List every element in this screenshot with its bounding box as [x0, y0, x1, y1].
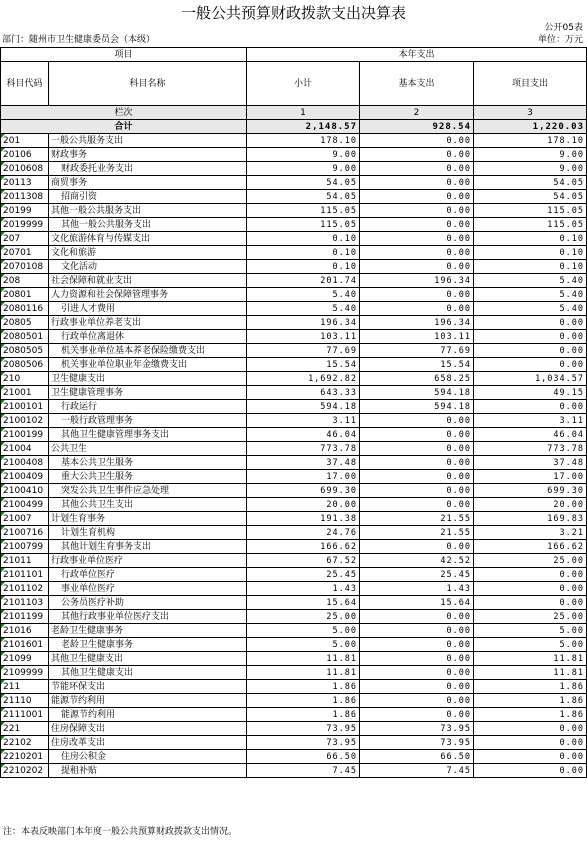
table-row — [1, 260, 587, 274]
row-subtotal: 24.76 — [247, 526, 360, 540]
header-project: 项目支出 — [474, 62, 587, 106]
row-basic: 0.00 — [360, 442, 474, 456]
row-name: 住房保障支出 — [49, 722, 247, 736]
row-code: 210 — [1, 372, 49, 386]
row-project: 0.00 — [474, 400, 587, 414]
row-code: 22102 — [1, 736, 49, 750]
row-project: 115.05 — [474, 204, 587, 218]
row-basic: 0.00 — [360, 638, 474, 652]
row-subtotal: 9.00 — [247, 148, 360, 162]
row-subtotal: 37.48 — [247, 456, 360, 470]
row-subtotal: 166.62 — [247, 540, 360, 554]
form-number: 公开05表 — [544, 23, 583, 33]
row-name: 提租补贴 — [49, 764, 247, 778]
table-row — [1, 232, 587, 246]
row-basic: 73.95 — [360, 736, 474, 750]
row-basic: 0.00 — [360, 260, 474, 274]
row-name: 能源节约利用 — [49, 708, 247, 722]
table-row — [1, 358, 587, 372]
row-project: 699.30 — [474, 484, 587, 498]
row-subtotal: 73.95 — [247, 736, 360, 750]
row-project: 11.81 — [474, 652, 587, 666]
row-name: 文化旅游体育与传媒支出 — [49, 232, 247, 246]
row-basic: 196.34 — [360, 316, 474, 330]
row-subtotal: 77.69 — [247, 344, 360, 358]
row-basic: 0.00 — [360, 484, 474, 498]
row-code: 2100799 — [1, 540, 49, 554]
row-basic: 594.18 — [360, 386, 474, 400]
row-code: 2080501 — [1, 330, 49, 344]
department-label: 部门：随州市卫生健康委员会（本级） — [2, 35, 156, 45]
row-code: 21004 — [1, 442, 49, 456]
row-project: 0.00 — [474, 736, 587, 750]
row-project: 0.00 — [474, 358, 587, 372]
row-name: 其他卫生健康支出 — [49, 652, 247, 666]
row-subtotal: 201.74 — [247, 274, 360, 288]
row-subtotal: 115.05 — [247, 204, 360, 218]
row-name: 商贸事务 — [49, 176, 247, 190]
row-project: 37.48 — [474, 456, 587, 470]
row-basic: 0.00 — [360, 302, 474, 316]
row-project: 115.05 — [474, 218, 587, 232]
row-name: 事业单位医疗 — [49, 582, 247, 596]
row-subtotal: 0.10 — [247, 260, 360, 274]
row-subtotal: 67.52 — [247, 554, 360, 568]
row-name: 其他计划生育事务支出 — [49, 540, 247, 554]
row-subtotal: 0.10 — [247, 246, 360, 260]
row-project: 20.00 — [474, 498, 587, 512]
total-basic: 928.54 — [360, 120, 474, 134]
row-subtotal: 11.81 — [247, 652, 360, 666]
row-basic: 0.00 — [360, 148, 474, 162]
row-name: 卫生健康支出 — [49, 372, 247, 386]
row-basic: 0.00 — [360, 624, 474, 638]
row-basic: 0.00 — [360, 190, 474, 204]
row-code: 2080505 — [1, 344, 49, 358]
row-basic: 0.00 — [360, 694, 474, 708]
row-subtotal: 773.78 — [247, 442, 360, 456]
row-project: 1.86 — [474, 708, 587, 722]
header-year-expense: 本年支出 — [247, 48, 587, 62]
row-name: 突发公共卫生事件应急处理 — [49, 484, 247, 498]
row-basic: 0.00 — [360, 666, 474, 680]
row-subtotal: 1.43 — [247, 582, 360, 596]
table-row — [1, 582, 587, 596]
table-row — [1, 148, 587, 162]
row-code: 20113 — [1, 176, 49, 190]
row-name: 计划生育机构 — [49, 526, 247, 540]
row-project: 3.21 — [474, 526, 587, 540]
row-code: 2010608 — [1, 162, 49, 176]
table-row — [1, 540, 587, 554]
row-project: 0.00 — [474, 596, 587, 610]
row-basic: 0.00 — [360, 652, 474, 666]
footnote: 注：本表反映部门本年度一般公共预算财政拨款支出情况。 — [3, 827, 238, 837]
row-project: 0.00 — [474, 316, 587, 330]
expenditure-table — [0, 47, 587, 778]
row-subtotal: 17.00 — [247, 470, 360, 484]
row-code: 2100102 — [1, 414, 49, 428]
row-basic: 15.54 — [360, 358, 474, 372]
row-basic: 0.00 — [360, 246, 474, 260]
row-basic: 0.00 — [360, 540, 474, 554]
table-row — [1, 554, 587, 568]
row-project: 1.86 — [474, 680, 587, 694]
row-basic: 21.55 — [360, 526, 474, 540]
table-row — [1, 246, 587, 260]
row-name: 一般行政管理事务 — [49, 414, 247, 428]
row-name: 住房公积金 — [49, 750, 247, 764]
table-row — [1, 344, 587, 358]
table-row — [1, 134, 587, 148]
row-basic: 0.00 — [360, 428, 474, 442]
row-index-label: 栏次 — [1, 106, 247, 120]
row-code: 20199 — [1, 204, 49, 218]
row-code: 2101102 — [1, 582, 49, 596]
row-code: 21099 — [1, 652, 49, 666]
row-subtotal: 1.86 — [247, 680, 360, 694]
row-name: 住房改革支出 — [49, 736, 247, 750]
row-code: 2080506 — [1, 358, 49, 372]
row-basic: 0.00 — [360, 470, 474, 484]
table-row — [1, 400, 587, 414]
table-row — [1, 610, 587, 624]
row-subtotal: 1.86 — [247, 694, 360, 708]
table-row — [1, 442, 587, 456]
row-subtotal: 103.11 — [247, 330, 360, 344]
row-basic: 25.45 — [360, 568, 474, 582]
row-basic: 196.34 — [360, 274, 474, 288]
row-code: 2100408 — [1, 456, 49, 470]
row-subtotal: 0.10 — [247, 232, 360, 246]
row-code: 21011 — [1, 554, 49, 568]
row-name: 财政事务 — [49, 148, 247, 162]
row-code: 2100199 — [1, 428, 49, 442]
table-row — [1, 470, 587, 484]
row-subtotal: 115.05 — [247, 218, 360, 232]
row-name: 引进人才费用 — [49, 302, 247, 316]
table-row — [1, 764, 587, 778]
row-name: 其他行政事业单位医疗支出 — [49, 610, 247, 624]
row-basic: 42.52 — [360, 554, 474, 568]
row-name: 人力资源和社会保障管理事务 — [49, 288, 247, 302]
row-code: 2111001 — [1, 708, 49, 722]
table-row — [1, 596, 587, 610]
row-name: 公务员医疗补助 — [49, 596, 247, 610]
row-basic: 0.00 — [360, 232, 474, 246]
row-project: 0.00 — [474, 764, 587, 778]
row-basic: 0.00 — [360, 610, 474, 624]
row-project: 3.11 — [474, 414, 587, 428]
row-code: 2100409 — [1, 470, 49, 484]
table-row — [1, 666, 587, 680]
row-subtotal: 1,692.82 — [247, 372, 360, 386]
row-name: 能源节约利用 — [49, 694, 247, 708]
table-row — [1, 750, 587, 764]
row-name: 老龄卫生健康事务 — [49, 624, 247, 638]
row-subtotal: 196.34 — [247, 316, 360, 330]
row-subtotal: 15.64 — [247, 596, 360, 610]
col-index-3: 3 — [474, 106, 587, 120]
table-row — [1, 428, 587, 442]
row-name: 其他卫生健康管理事务支出 — [49, 428, 247, 442]
table-row — [1, 274, 587, 288]
row-code: 207 — [1, 232, 49, 246]
row-code: 20106 — [1, 148, 49, 162]
row-subtotal: 20.00 — [247, 498, 360, 512]
row-subtotal: 643.33 — [247, 386, 360, 400]
row-project: 54.05 — [474, 176, 587, 190]
row-name: 招商引资 — [49, 190, 247, 204]
row-name: 其他一般公共服务支出 — [49, 218, 247, 232]
row-name: 老龄卫生健康事务 — [49, 638, 247, 652]
total-project: 1,220.03 — [474, 120, 587, 134]
row-subtotal: 73.95 — [247, 722, 360, 736]
row-code: 2011308 — [1, 190, 49, 204]
row-code: 21007 — [1, 512, 49, 526]
row-basic: 77.69 — [360, 344, 474, 358]
row-name: 社会保障和就业支出 — [49, 274, 247, 288]
row-subtotal: 5.40 — [247, 302, 360, 316]
row-subtotal: 11.81 — [247, 666, 360, 680]
row-code: 2019999 — [1, 218, 49, 232]
row-project: 11.81 — [474, 666, 587, 680]
row-basic: 0.00 — [360, 680, 474, 694]
row-basic: 1.43 — [360, 582, 474, 596]
row-project: 5.40 — [474, 274, 587, 288]
row-project: 5.40 — [474, 288, 587, 302]
table-row — [1, 722, 587, 736]
row-project: 17.00 — [474, 470, 587, 484]
table-row — [1, 218, 587, 232]
row-code: 21016 — [1, 624, 49, 638]
row-name: 卫生健康管理事务 — [49, 386, 247, 400]
row-project: 773.78 — [474, 442, 587, 456]
row-code: 2210202 — [1, 764, 49, 778]
row-basic: 0.00 — [360, 134, 474, 148]
table-row — [1, 456, 587, 470]
row-basic: 7.45 — [360, 764, 474, 778]
row-subtotal: 25.00 — [247, 610, 360, 624]
row-project: 25.00 — [474, 610, 587, 624]
row-project: 0.00 — [474, 344, 587, 358]
row-code: 21110 — [1, 694, 49, 708]
row-subtotal: 7.45 — [247, 764, 360, 778]
row-code: 2100499 — [1, 498, 49, 512]
row-basic: 73.95 — [360, 722, 474, 736]
row-project: 5.00 — [474, 638, 587, 652]
row-name: 行政事业单位医疗 — [49, 554, 247, 568]
row-name: 机关事业单位职业年金缴费支出 — [49, 358, 247, 372]
row-code: 20701 — [1, 246, 49, 260]
row-subtotal: 5.00 — [247, 624, 360, 638]
row-project: 9.00 — [474, 148, 587, 162]
row-code: 211 — [1, 680, 49, 694]
header-name: 科目名称 — [49, 62, 247, 106]
row-subtotal: 54.05 — [247, 190, 360, 204]
table-row — [1, 414, 587, 428]
row-code: 20805 — [1, 316, 49, 330]
row-code: 208 — [1, 274, 49, 288]
row-project: 169.83 — [474, 512, 587, 526]
row-code: 2109999 — [1, 666, 49, 680]
row-code: 2100716 — [1, 526, 49, 540]
row-name: 一般公共服务支出 — [49, 134, 247, 148]
row-basic: 0.00 — [360, 414, 474, 428]
table-row — [1, 694, 587, 708]
table-row — [1, 736, 587, 750]
row-basic: 0.00 — [360, 498, 474, 512]
table-row — [1, 484, 587, 498]
table-row — [1, 624, 587, 638]
row-code: 2100410 — [1, 484, 49, 498]
table-row — [1, 638, 587, 652]
row-name: 其他公共卫生支出 — [49, 498, 247, 512]
row-name: 行政运行 — [49, 400, 247, 414]
table-row — [1, 176, 587, 190]
table-row — [1, 288, 587, 302]
row-project: 0.00 — [474, 582, 587, 596]
row-basic: 0.00 — [360, 288, 474, 302]
row-subtotal: 25.45 — [247, 568, 360, 582]
table-row — [1, 190, 587, 204]
row-project: 0.00 — [474, 568, 587, 582]
row-project: 25.00 — [474, 554, 587, 568]
row-code: 201 — [1, 134, 49, 148]
row-name: 重大公共卫生服务 — [49, 470, 247, 484]
row-project: 1.86 — [474, 694, 587, 708]
row-subtotal: 46.04 — [247, 428, 360, 442]
table-row — [1, 568, 587, 582]
row-project: 0.00 — [474, 750, 587, 764]
row-name: 公共卫生 — [49, 442, 247, 456]
table-row — [1, 162, 587, 176]
row-subtotal: 1.86 — [247, 708, 360, 722]
row-subtotal: 699.30 — [247, 484, 360, 498]
row-basic: 15.64 — [360, 596, 474, 610]
row-basic: 0.00 — [360, 218, 474, 232]
row-name: 其他一般公共服务支出 — [49, 204, 247, 218]
table-row — [1, 204, 587, 218]
table-row — [1, 512, 587, 526]
table-row — [1, 652, 587, 666]
row-subtotal: 5.00 — [247, 638, 360, 652]
row-project: 0.10 — [474, 260, 587, 274]
row-subtotal: 594.18 — [247, 400, 360, 414]
row-name: 机关事业单位基本养老保险缴费支出 — [49, 344, 247, 358]
row-name: 行政单位离退休 — [49, 330, 247, 344]
col-index-1: 1 — [247, 106, 360, 120]
row-name: 节能环保支出 — [49, 680, 247, 694]
total-label: 合计 — [1, 120, 247, 134]
row-subtotal: 54.05 — [247, 176, 360, 190]
row-basic: 0.00 — [360, 162, 474, 176]
row-subtotal: 5.40 — [247, 288, 360, 302]
row-subtotal: 9.00 — [247, 162, 360, 176]
row-code: 2101103 — [1, 596, 49, 610]
row-project: 5.40 — [474, 302, 587, 316]
row-name: 行政事业单位养老支出 — [49, 316, 247, 330]
row-basic: 0.00 — [360, 708, 474, 722]
row-basic: 0.00 — [360, 176, 474, 190]
row-name: 文化活动 — [49, 260, 247, 274]
row-name: 财政委托业务支出 — [49, 162, 247, 176]
header-subtotal: 小计 — [247, 62, 360, 106]
table-row — [1, 302, 587, 316]
row-project: 5.00 — [474, 624, 587, 638]
row-project: 178.10 — [474, 134, 587, 148]
row-project: 54.05 — [474, 190, 587, 204]
header-subject: 项目 — [1, 48, 247, 62]
table-row — [1, 386, 587, 400]
col-index-2: 2 — [360, 106, 474, 120]
table-row — [1, 680, 587, 694]
row-code: 21001 — [1, 386, 49, 400]
row-project: 0.10 — [474, 232, 587, 246]
row-subtotal: 15.54 — [247, 358, 360, 372]
table-row — [1, 372, 587, 386]
row-name: 计划生育事务 — [49, 512, 247, 526]
table-row — [1, 316, 587, 330]
row-project: 49.15 — [474, 386, 587, 400]
row-code: 20801 — [1, 288, 49, 302]
row-name: 行政单位医疗 — [49, 568, 247, 582]
row-basic: 103.11 — [360, 330, 474, 344]
table-row — [1, 708, 587, 722]
row-project: 0.00 — [474, 722, 587, 736]
row-code: 2101601 — [1, 638, 49, 652]
row-basic: 594.18 — [360, 400, 474, 414]
row-code: 2101101 — [1, 568, 49, 582]
header-code: 科目代码 — [1, 62, 49, 106]
row-project: 0.10 — [474, 246, 587, 260]
row-basic: 66.50 — [360, 750, 474, 764]
row-project: 166.62 — [474, 540, 587, 554]
row-name: 基本公共卫生服务 — [49, 456, 247, 470]
row-code: 2101199 — [1, 610, 49, 624]
table-row — [1, 498, 587, 512]
table-row — [1, 526, 587, 540]
table-row — [1, 330, 587, 344]
row-basic: 0.00 — [360, 456, 474, 470]
row-basic: 658.25 — [360, 372, 474, 386]
row-code: 221 — [1, 722, 49, 736]
page-title: 一般公共预算财政拨款支出决算表 — [180, 4, 406, 22]
row-subtotal: 178.10 — [247, 134, 360, 148]
row-subtotal: 3.11 — [247, 414, 360, 428]
header-basic: 基本支出 — [360, 62, 474, 106]
row-basic: 0.00 — [360, 204, 474, 218]
row-code: 2100101 — [1, 400, 49, 414]
row-name: 其他卫生健康支出 — [49, 666, 247, 680]
row-subtotal: 191.38 — [247, 512, 360, 526]
total-subtotal: 2,148.57 — [247, 120, 360, 134]
row-code: 2070108 — [1, 260, 49, 274]
row-project: 1,034.57 — [474, 372, 587, 386]
row-project: 0.00 — [474, 330, 587, 344]
row-name: 文化和旅游 — [49, 246, 247, 260]
row-basic: 21.55 — [360, 512, 474, 526]
row-code: 2210201 — [1, 750, 49, 764]
row-project: 46.04 — [474, 428, 587, 442]
row-subtotal: 66.50 — [247, 750, 360, 764]
row-code: 2080116 — [1, 302, 49, 316]
row-project: 9.00 — [474, 162, 587, 176]
unit-label: 单位：万元 — [537, 35, 583, 45]
